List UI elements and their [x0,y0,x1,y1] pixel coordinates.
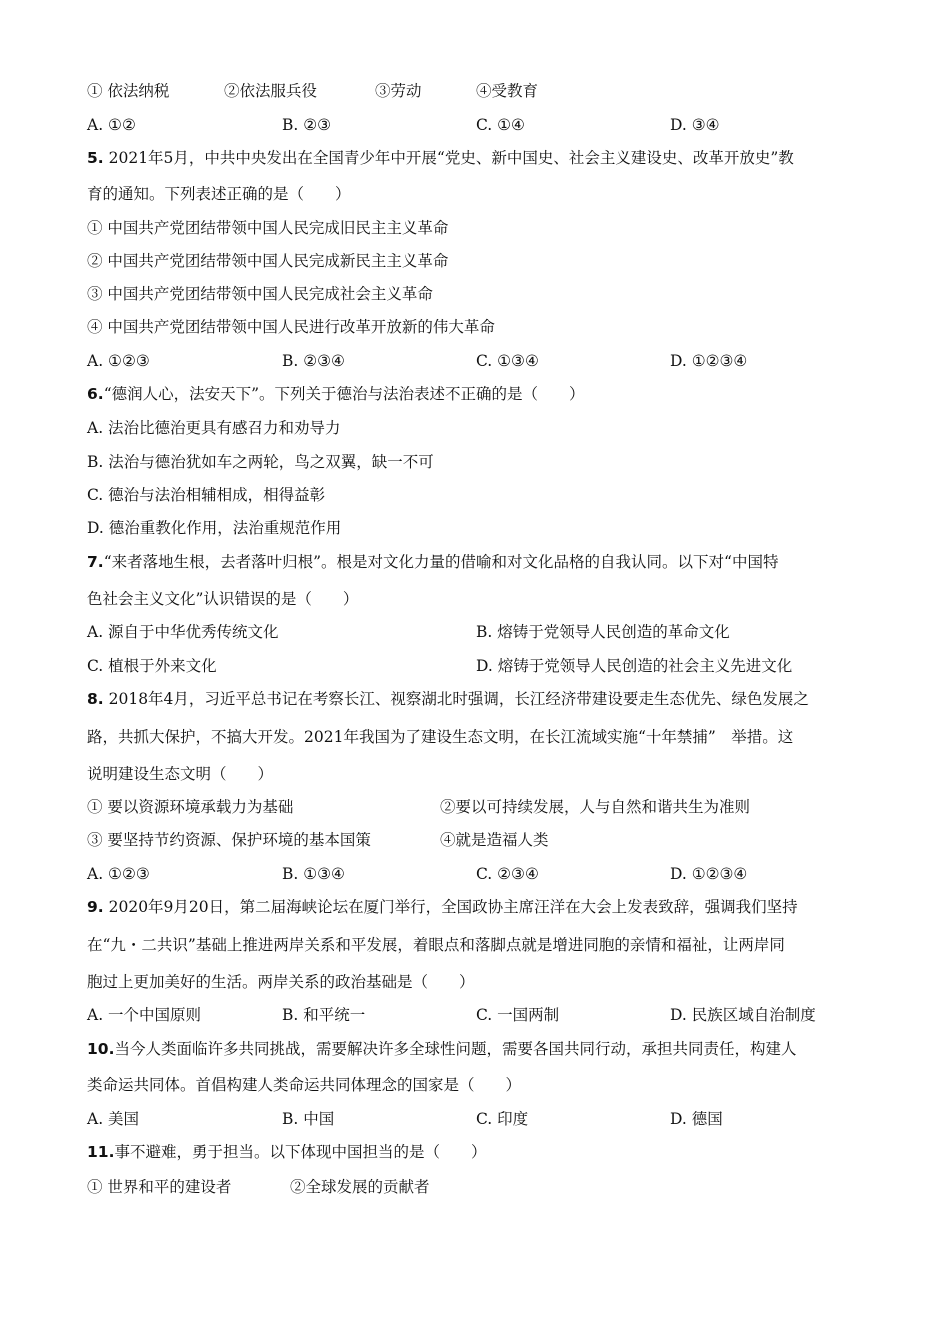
option-b: B. 法治与德治犹如车之两轮，鸟之双翼，缺一不可 [87,453,434,471]
statement-2: ②要以可持续发展，人与自然和谐共生为准则 [440,798,751,816]
question-5-line-2: 育的通知。下列表述正确的是（ ） [87,185,351,203]
question-8-line-1: 8. 2018年4月，习近平总书记在考察长江、视察湖北时强调，长江经济带建设要走生态优先、绿色发展之 [87,690,809,708]
option-d: D. 德国 [670,1110,723,1128]
question-number: 8. [87,690,104,708]
option-b: B. 中国 [282,1110,335,1128]
option-c: C. 植根于外来文化 [87,657,217,675]
question-6-line-1: 6.“德润人心，法安天下”。下列关于德治与法治表述不正确的是（ ） [87,385,585,403]
option-a: A. ①②③ [87,352,150,370]
option-d: D. 德治重教化作用，法治重规范作用 [87,519,342,537]
option-b: B. ②③ [282,116,332,134]
option-b: B. 和平统一 [282,1006,366,1024]
question-number: 5. [87,149,104,167]
option-a: A. ①② [87,116,136,134]
question-10-line-2: 类命运共同体。首倡构建人类命运共同体理念的国家是（ ） [87,1076,522,1094]
option-d: D. ①②③④ [670,352,748,370]
question-number: 7. [87,553,104,571]
option-c: C. ②③④ [476,865,539,883]
option-a: A. ①②③ [87,865,150,883]
option-d: D. ③④ [670,116,720,134]
item-2: ②依法服兵役 [224,82,318,100]
option-d: D. 民族区域自治制度 [670,1006,816,1024]
statement-4: ④就是造福人类 [440,831,549,849]
option-a: A. 源自于中华优秀传统文化 [87,623,279,641]
option-b: B. 熔铸于党领导人民创造的革命文化 [476,623,730,641]
option-d: D. 熔铸于党领导人民创造的社会主义先进文化 [476,657,793,675]
question-9-line-3: 胞过上更加美好的生活。两岸关系的政治基础是（ ） [87,973,475,991]
statement-1: ① 世界和平的建设者 [87,1178,232,1196]
item-3: ③劳动 [375,82,422,100]
question-number: 10. [87,1040,115,1058]
statement-3: ③ 中国共产党团结带领中国人民完成社会主义革命 [87,285,433,303]
option-a: A. 一个中国原则 [87,1006,202,1024]
option-c: C. 印度 [476,1110,529,1128]
question-number: 6. [87,385,104,403]
question-7-line-2: 色社会主义文化”认识错误的是（ ） [87,590,359,608]
option-c: C. 一国两制 [476,1006,560,1024]
question-11-line-1: 11.事不避难，勇于担当。以下体现中国担当的是（ ） [87,1143,487,1161]
question-number: 11. [87,1143,115,1161]
item-1: ① 依法纳税 [87,82,170,100]
statement-2: ②全球发展的贡献者 [290,1178,430,1196]
question-9-line-1: 9. 2020年9月20日，第二届海峡论坛在厦门举行，全国政协主席汪洋在大会上发表致辞，强调我们坚持 [87,898,798,916]
option-b: B. ①③④ [282,865,345,883]
option-a: A. 美国 [87,1110,140,1128]
option-b: B. ②③④ [282,352,345,370]
statement-1: ① 要以资源环境承载力为基础 [87,798,294,816]
question-7-line-1: 7.“来者落地生根，去者落叶归根”。根是对文化力量的借喻和对文化品格的自我认同。以下对“中国特 [87,553,779,571]
option-c: C. ①③④ [476,352,539,370]
question-number: 9. [87,898,104,916]
statement-3: ③ 要坚持节约资源、保护环境的基本国策 [87,831,371,849]
question-8-line-2: 路，共抓大保护，不搞大开发。2021年我国为了建设生态文明，在长江流域实施“十年禁捕” 举措。这 [87,728,794,746]
option-c: C. 德治与法治相辅相成，相得益彰 [87,486,326,504]
question-8-line-3: 说明建设生态文明（ ） [87,765,274,783]
question-9-line-2: 在“九・二共识”基础上推进两岸关系和平发展，着眼点和落脚点就是增进同胞的亲情和福祉，让两岸同 [87,936,785,954]
statement-1: ① 中国共产党团结带领中国人民完成旧民主主义革命 [87,219,449,237]
statement-2: ② 中国共产党团结带领中国人民完成新民主主义革命 [87,252,449,270]
question-10-line-1: 10.当今人类面临许多共同挑战，需要解决许多全球性问题，需要各国共同行动，承担共同责任，构建人 [87,1040,797,1058]
option-c: C. ①④ [476,116,525,134]
item-4: ④受教育 [476,82,539,100]
option-d: D. ①②③④ [670,865,748,883]
option-a: A. 法治比德治更具有感召力和劝导力 [87,419,341,437]
statement-4: ④ 中国共产党团结带领中国人民进行改革开放新的伟大革命 [87,318,495,336]
question-5-line-1: 5. 2021年5月，中共中央发出在全国青少年中开展“党史、新中国史、社会主义建设史、改革开放史”教 [87,149,794,167]
